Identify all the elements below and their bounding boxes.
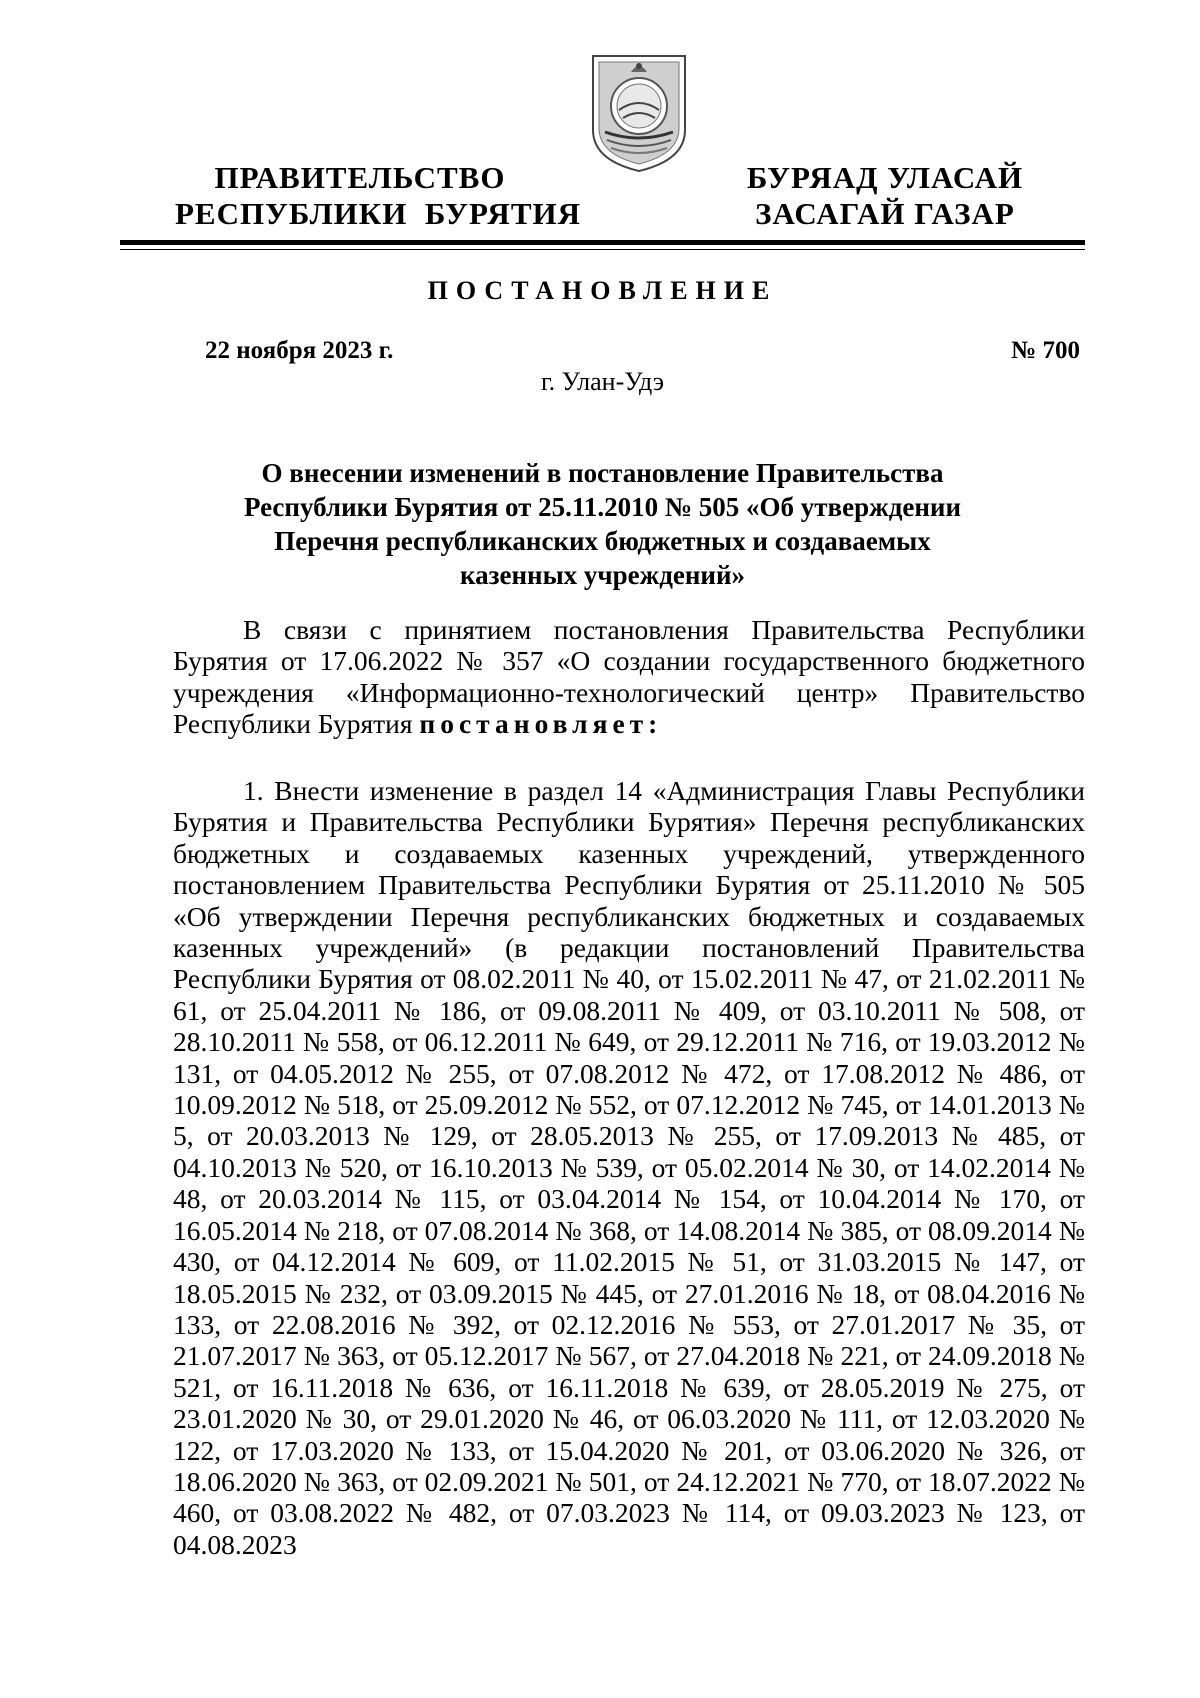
document-type: ПОСТАНОВЛЕНИЕ xyxy=(427,276,778,305)
document-title xyxy=(150,456,1055,592)
header-right-line-2: ЗАСАГАЙ ГАЗАР xyxy=(755,196,1015,231)
header-divider-thick xyxy=(120,240,1085,245)
header-right-line-1: БУРЯАД УЛАСАЙ xyxy=(746,160,1024,195)
title-line-3: Перечня республиканских бюджетных и создаваемых xyxy=(274,526,931,556)
coat-of-arms-icon xyxy=(589,52,689,174)
preamble-paragraph xyxy=(173,614,1085,740)
government-name-buryat xyxy=(720,160,1050,232)
title-line-1: О внесении изменений в постановление Правительства xyxy=(261,458,944,488)
document-date: 22 ноября 2023 г. xyxy=(205,337,394,364)
preamble-resolution-word: постановляет: xyxy=(419,708,663,740)
header-left-line-2: РЕСПУБЛИКИ БУРЯТИЯ xyxy=(175,196,582,231)
document-city: г. Улан-Удэ xyxy=(540,367,665,396)
title-line-4: казенных учреждений» xyxy=(459,560,746,590)
clause-1-paragraph: 1. Внести изменение в раздел 14 «Администрация Главы Республики Бурятия и Правительства Республики Бурятия» Перечня республиканских бюджетных и создаваемых казенных учреждений, утвержденного постановлением Правительства Республики Бурятия от 25.11.2010 № 505 «Об утверждении Перечня республиканских бюджетных и создаваемых казенных учреждений» (в редакции постановлений Правительства Республики Бурятия от 08.02.2011 № 40, от 15.02.2011 № 47, от 21.02.2011 № 61, от 25.04.2011 № 186, от 09.08.2011 № 409, от 03.10.2011 № 508, от 28.10.2011 № 558, от 06.12.2011 № 649, от 29.12.2011 № 716, от 19.03.2012 № 131, от 04.05.2012 № 255, от 07.08.2012 № 472, от 17.08.2012 № 486, от 10.09.2012 № 518, от 25.09.2012 № 552, от 07.12.2012 № 745, от 14.01.2013 № 5, от 20.03.2013 № 129, от 28.05.2013 № 255, от 17.09.2013 № 485, от 04.10.2013 № 520, от 16.10.2013 № 539, от 05.02.2014 № 30, от 14.02.2014 № 48, от 20.03.2014 № 115, от 03.04.2014 № 154, от 10.04.2014 № 170, от 16.05.2014 № 218, от 07.08.2014 № 368, от 14.08.2014 № 385, от 08.09.2014 № 430, от 04.12.2014 № 609, от 11.02.2015 № 51, от 31.03.2015 № 147, от 18.05.2015 № 232, от 03.09.2015 № 445, от 27.01.2016 № 18, от 08.04.2016 № 133, от 22.08.2016 № 392, от 02.12.2016 № 553, от 27.01.2017 № 35, от 21.07.2017 № 363, от 05.12.2017 № 567, от 27.04.2018 № 221, от 24.09.2018 № 521, от 16.11.2018 № 636, от 16.11.2018 № 639, от 28.05.2019 № 275, от 23.01.2020 № 30, от 29.01.2020 № 46, от 06.03.2020 № 111, от 12.03.2020 № 122, от 17.03.2020 № 133, от 15.04.2020 № 201, от 03.06.2020 № 326, от 18.06.2020 № 363, от 02.09.2021 № 501, от 24.12.2021 № 770, от 18.07.2022 № 460, от 03.08.2022 № 482, от 07.03.2023 № 114, от 09.03.2023 № 123, от 04.08.2023 xyxy=(173,775,1085,1560)
header-left-line-1: ПРАВИТЕЛЬСТВО xyxy=(214,160,506,195)
preamble-text: В связи с принятием постановления Правительства Республики Бурятия от 17.06.2022 № 357 «О создании государственного бюджетного учреждения «Информационно-технологический центр» Правительство Республики Бурятия xyxy=(173,614,1085,740)
title-line-2: Республики Бурятия от 25.11.2010 № 505 «Об утверждении xyxy=(243,492,962,522)
document-number: № 700 xyxy=(1011,337,1080,364)
header-divider-thin xyxy=(120,249,1085,250)
government-name-russian xyxy=(175,160,582,232)
